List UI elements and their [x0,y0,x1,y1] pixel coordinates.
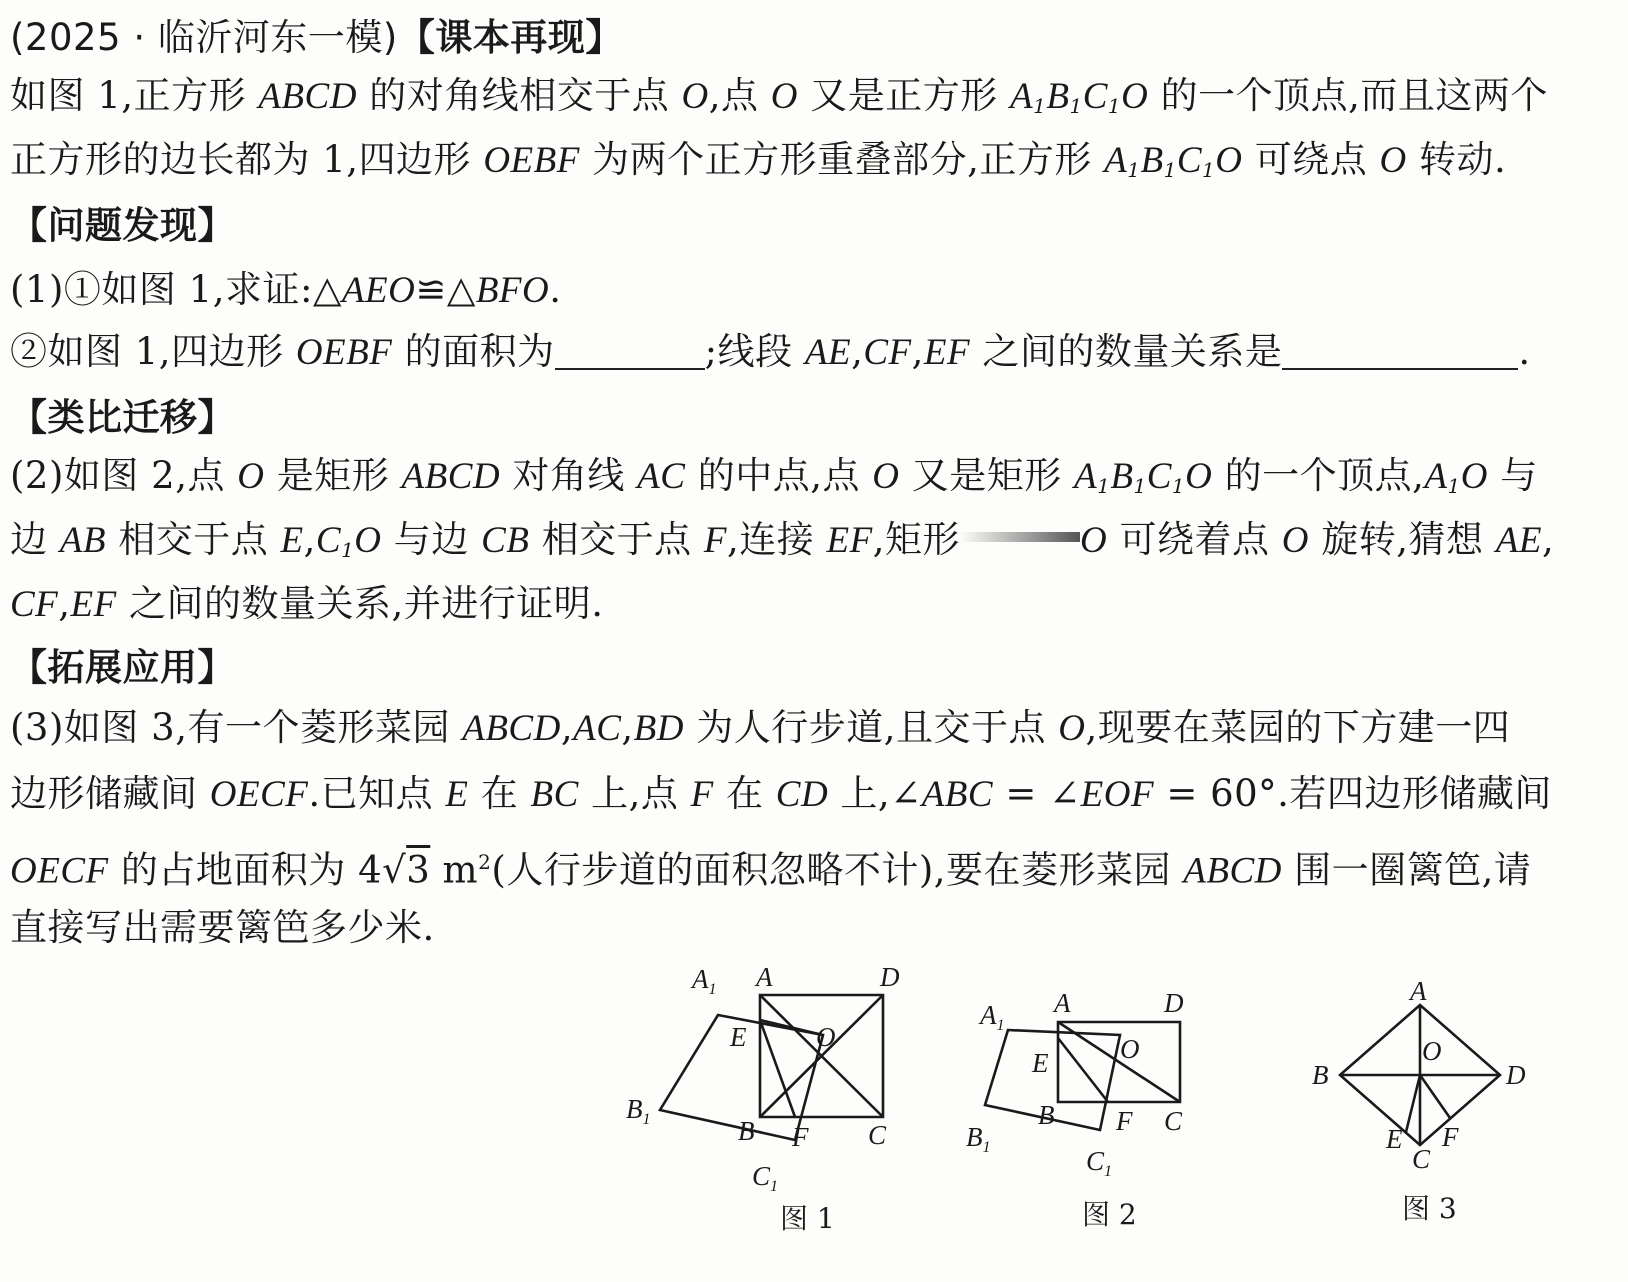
section-heading-discover: 【问题发现】 [10,204,235,247]
label: D [1164,988,1184,1018]
label: F [1442,1122,1459,1152]
label: C [1164,1106,1183,1136]
label: C [868,1120,887,1150]
label: $A_1$ [692,964,717,998]
label: C [1412,1144,1431,1174]
label: A [756,962,773,992]
figure-2 [966,960,1230,1264]
label: E [730,1022,747,1052]
figure-3 [1310,960,1580,1264]
header-line [10,16,623,60]
section-heading-extend: 【拓展应用】 [10,646,235,689]
label: $C_1$ [1086,1146,1113,1180]
q2-line-3: CF,EF 之间的数量关系,并进行证明. [10,582,604,625]
source-tag: (2025 · 临沂河东一模) [10,16,398,59]
label: A [1054,988,1071,1018]
label: D [1506,1060,1526,1090]
label: E [1386,1124,1403,1154]
figure-2-caption: 图 2 [1082,1198,1137,1231]
label: D [880,962,900,992]
label: O [1422,1036,1442,1066]
label: E [1032,1048,1049,1078]
smudge-mark [960,532,1080,542]
label: $C_1$ [752,1161,779,1195]
q1-part-b: ②如图 1,四边形 OEBF 的面积为 ;线段 AE,CF,EF 之间的数量关系是 . [10,330,1531,373]
intro-line-2: 正方形的边长都为 1,四边形 OEBF 为两个正方形重叠部分,正方形 $A_1B_1C_1O$ 可绕点 O 转动. [10,138,1507,182]
label: O [1120,1034,1140,1064]
figure-1-caption: 图 1 [780,1202,835,1235]
q1-part-a: (1)①如图 1,求证:△AEO≌△BFO. [10,268,562,311]
figure-3-svg [1310,960,1580,1260]
q2-line-2: 边 AB 相交于点 $E,C_1O$ 与边 CB 相交于点 F,连接 EF,矩形 O 可绕着点 O 旋转,猜想 AE, [10,518,1555,562]
q3-line-4: 直接写出需要篱笆多少米. [10,906,435,949]
label: O [816,1022,836,1052]
figure-3-caption: 图 3 [1402,1192,1457,1225]
answer-blank-relation[interactable] [1282,334,1518,370]
intro-line-1: 如图 1,正方形 ABCD 的对角线相交于点 O,点 O 又是正方形 $A_1B_1C_1O$ 的一个顶点,而且这两个 [10,74,1548,118]
figure-2-svg [966,960,1230,1260]
label: B [738,1116,755,1146]
label: $B_1$ [966,1122,991,1156]
q2-line-1: (2)如图 2,点 O 是矩形 ABCD 对角线 AC 的中点,点 O 又是矩形 $A_1B_1C_1O$ 的一个顶点$,A_1O$ 与 [10,454,1538,498]
label: $A_1$ [980,1000,1005,1034]
segment-oe [1406,1075,1420,1132]
q3-line-2: 边形储藏间 OECF.已知点 E 在 BC 上,点 F 在 CD 上,∠ABC = ∠EOF = 60°.若四边形储藏间 [10,772,1552,815]
q3-line-1: (3)如图 3,有一个菱形菜园 ABCD,AC,BD 为人行步道,且交于点 O,现要在菜园的下方建一四 [10,706,1511,749]
segment-eo [760,1020,823,1035]
segment-of [1420,1075,1450,1118]
label: F [792,1122,809,1152]
answer-blank-area[interactable] [555,334,705,370]
figure-1-svg [620,960,920,1260]
q3-line-3: OECF 的占地面积为 4√3 $m^2$(人行步道的面积忽略不计),要在菱形菜园 ABCD 围一圈篱笆,请 [10,848,1532,892]
section-heading-reproduce: 【课本再现】 [397,16,623,59]
segment-ef [1058,1038,1108,1102]
label: F [1116,1106,1133,1136]
label: $B_1$ [626,1094,651,1128]
label: B [1038,1100,1055,1130]
figure-1 [620,960,920,1264]
label: B [1312,1060,1329,1090]
section-heading-analogy: 【类比迁移】 [10,396,235,439]
label: A [1410,976,1427,1006]
segment-ef [760,1020,795,1117]
